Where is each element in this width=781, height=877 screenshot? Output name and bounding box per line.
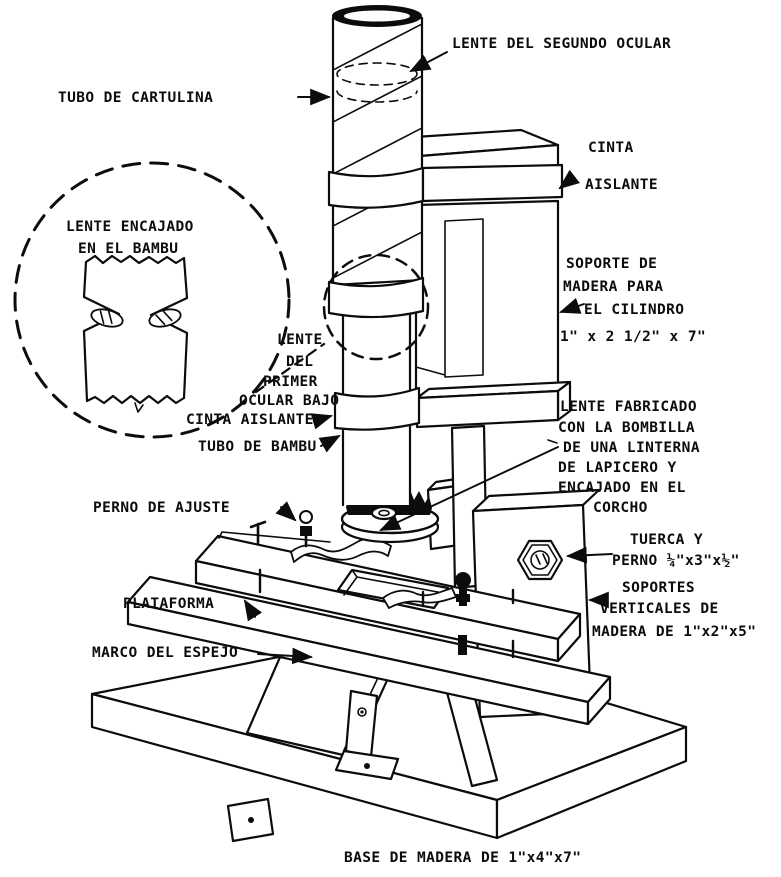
label-cyl-support-3: EL CILINDRO xyxy=(584,302,685,318)
label-made-lens-2: CON LA BOMBILLA xyxy=(558,420,695,436)
arrow-adjust-bolt xyxy=(281,507,295,520)
label-tape-1: CINTA xyxy=(588,140,634,156)
bamboo-section-detail xyxy=(84,256,187,403)
hex-nut xyxy=(518,541,562,579)
label-made-lens-5: ENCAJADO EN EL xyxy=(558,480,686,496)
mirror-bracket xyxy=(346,691,377,757)
arrow-cylinder-support xyxy=(561,304,584,312)
label-vert-supports-1: SOPORTES xyxy=(622,580,696,596)
label-made-lens-3: DE UNA LINTERNA xyxy=(563,440,700,456)
label-vert-supports-3: MADERA DE 1"x2"x5" xyxy=(592,624,757,640)
gap-pin xyxy=(458,635,467,655)
flashlight-bulb-lens xyxy=(372,507,396,519)
label-made-lens-4: DE LAPICERO Y xyxy=(558,460,677,476)
arrow-bamboo-tube xyxy=(321,436,339,446)
label-cyl-support-4: 1" x 2 1/2" x 7" xyxy=(560,329,707,345)
label-first-ocular-3: PRIMER xyxy=(263,374,318,390)
label-mirror-frame: MARCO DEL ESPEJO xyxy=(92,645,239,661)
middle-arm xyxy=(417,391,558,427)
label-tape-2: AISLANTE xyxy=(585,177,659,193)
label-nut-bolt-2: PERNO ¼"x3"x½" xyxy=(612,553,740,569)
label-cardboard-tube: TUBO DE CARTULINA xyxy=(58,90,214,106)
label-inset-1: LENTE ENCAJADO xyxy=(66,219,194,235)
label-made-lens-6: CORCHO xyxy=(593,500,648,516)
label-first-ocular-2: DEL xyxy=(286,354,314,370)
label-first-ocular-4: OCULAR BAJO xyxy=(239,393,340,409)
label-cyl-support-2: MADERA PARA xyxy=(563,279,664,295)
label-first-ocular-1: LENTE xyxy=(277,332,323,348)
label-platform: PLATAFORMA xyxy=(123,596,215,612)
arrow-first-ocular-tape xyxy=(314,416,331,421)
label-nut-bolt-1: TUERCA Y xyxy=(630,532,704,548)
joint-collar xyxy=(329,278,423,317)
label-first-ocular-5: CINTA AISLANTE xyxy=(186,412,314,428)
label-adjust-bolt: PERNO DE AJUSTE xyxy=(93,500,230,516)
label-cyl-support-1: SOPORTE DE xyxy=(566,256,658,272)
label-vert-supports-2: VERTICALES DE xyxy=(600,601,719,617)
label-inset-2: EN EL BAMBU xyxy=(78,241,179,257)
bamboo-tube xyxy=(335,314,419,505)
label-bamboo-tube: TUBO DE BAMBU xyxy=(198,439,317,455)
label-made-lens-1: LENTE FABRICADO xyxy=(560,399,697,415)
adjust-bolt-hardware xyxy=(251,511,312,546)
label-wood-base: BASE DE MADERA DE 1"x4"x7" xyxy=(344,850,582,866)
label-second-ocular: LENTE DEL SEGUNDO OCULAR xyxy=(452,36,672,52)
